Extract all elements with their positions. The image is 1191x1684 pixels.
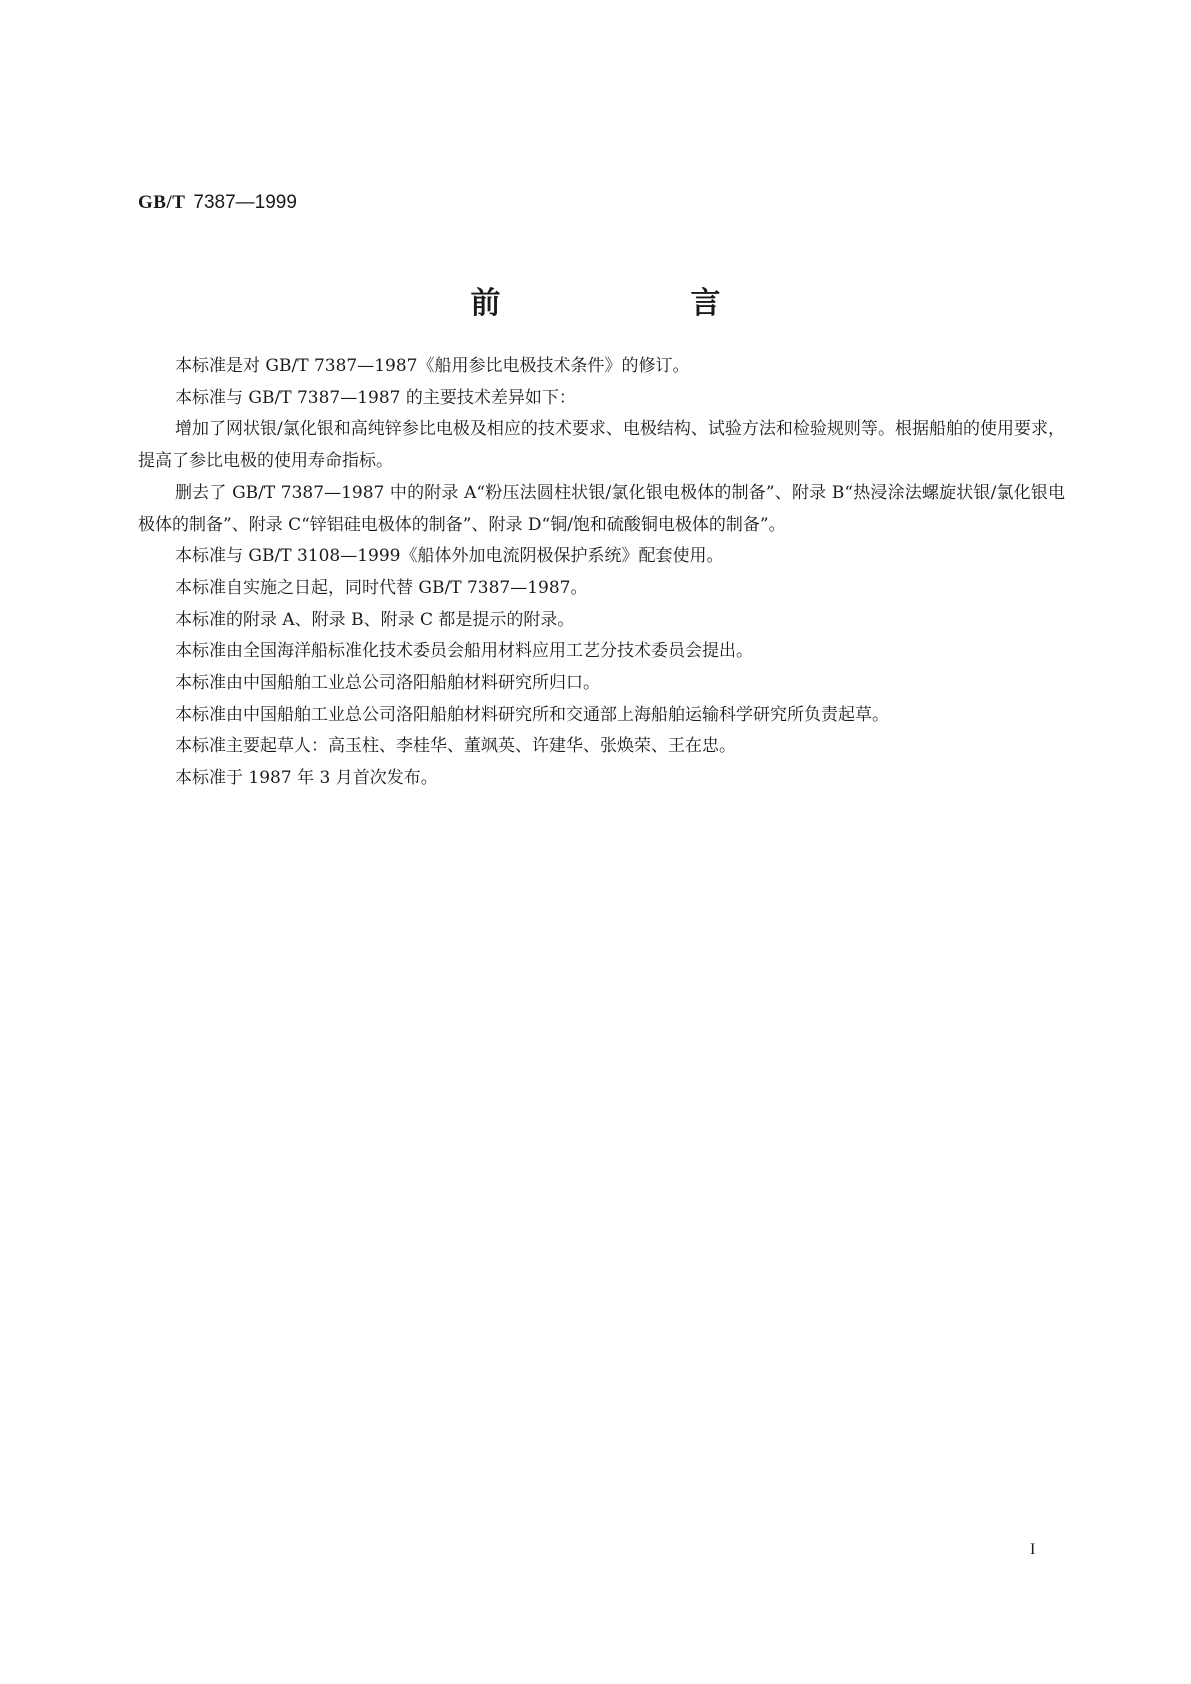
paragraph-revision: 本标准是对 GB/T 7387—1987《船用参比电极技术条件》的修订。 <box>175 356 690 376</box>
paragraph-first-issued: 本标准于 1987 年 3 月首次发布。 <box>175 768 438 789</box>
standard-code <box>138 190 297 215</box>
paragraph-added-items: 增加了网状银/氯化银和高纯锌参比电极及相应的技术要求、电极结构、试验方法和检验规则等。根据船舶的使用要求，提高了参比电极的使用寿命指标。 <box>138 419 1065 472</box>
paragraph-differences-intro: 本标准与 GB/T 7387—1987 的主要技术差异如下： <box>175 387 576 408</box>
paragraph-proposed-by: 本标准由全国海洋船标准化技术委员会船用材料应用工艺分技术委员会提出。 <box>175 641 753 662</box>
foreword-body <box>138 351 1065 795</box>
page-number: I <box>1030 1541 1036 1558</box>
standard-prefix: GB/T <box>138 192 186 213</box>
foreword-title: 前 言 <box>470 286 801 321</box>
paragraph-companion-standard: 本标准与 GB/T 3108—1999《船体外加电流阴极保护系统》配套使用。 <box>175 546 724 567</box>
paragraph-drafted-by: 本标准由中国船舶工业总公司洛阳船舶材料研究所和交通部上海船舶运输科学研究所负责起草。 <box>175 704 889 725</box>
paragraph-appendices: 本标准的附录 A、附录 B、附录 C 都是提示的附录。 <box>175 609 575 630</box>
paragraph-removed-items: 删去了 GB/T 7387—1987 中的附录 A“粉压法圆柱状银/氯化银电极体的制备”、附录 B“热浸涂法螺旋状银/氯化银电极体的制备”、附录 C“锌铝硅电极体的制备”、附录 D“铜/饱和硫酸铜电极体的制备”。 <box>138 482 1065 535</box>
paragraph-replacement: 本标准自实施之日起，同时代替 GB/T 7387—1987。 <box>175 577 588 598</box>
paragraph-centralized-by: 本标准由中国船舶工业总公司洛阳船舶材料研究所归口。 <box>175 673 600 694</box>
standard-number: 7387—1999 <box>193 192 297 213</box>
paragraph-drafters: 本标准主要起草人：高玉柱、李桂华、董飒英、许建华、张焕荣、王在忠。 <box>175 736 736 757</box>
